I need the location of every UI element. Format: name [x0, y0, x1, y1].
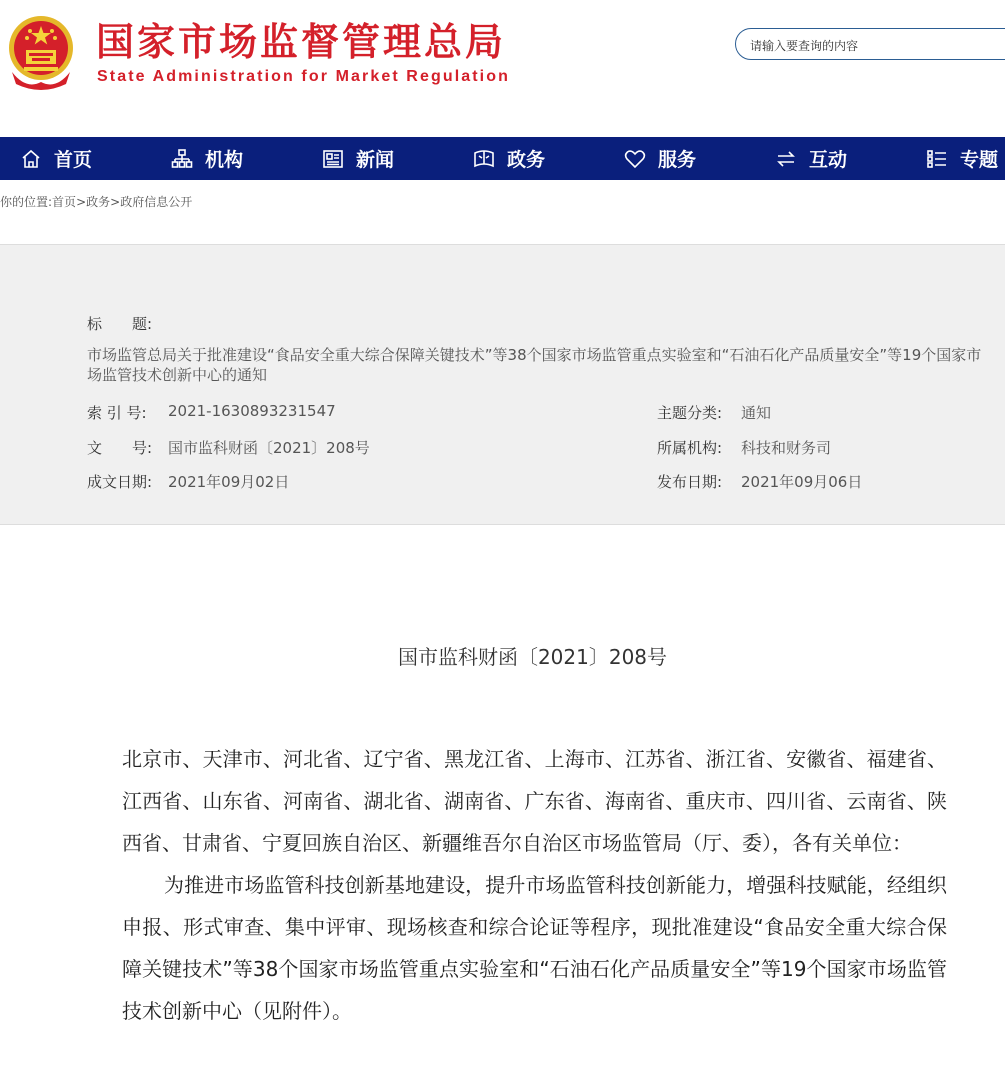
breadcrumb-government[interactable]: 政务 [86, 195, 111, 209]
breadcrumb-info-disclosure[interactable]: 政府信息公开 [120, 195, 193, 209]
breadcrumb-prefix: 你的位置: [0, 195, 53, 209]
nav-item-home[interactable] [0, 137, 151, 180]
news-icon [322, 148, 344, 170]
nav-item-topics[interactable] [906, 137, 1005, 180]
document-number: 国市监科财函〔2021〕208号 [397, 645, 668, 669]
national-emblem-icon[interactable] [6, 12, 76, 92]
main-nav [0, 137, 1005, 180]
document-body [122, 738, 947, 1032]
org-label: 所属机构: [657, 439, 723, 457]
org-chart-icon [171, 148, 193, 170]
breadcrumb-separator: > [76, 195, 87, 209]
nav-label: 机构 [205, 149, 244, 171]
home-icon [20, 148, 42, 170]
heart-icon [624, 148, 646, 170]
search-input[interactable] [748, 35, 1002, 57]
breadcrumb-separator: > [110, 195, 121, 209]
nav-label: 互动 [809, 149, 848, 171]
nav-label: 新闻 [356, 149, 395, 171]
nav-label: 专题 [960, 149, 999, 171]
government-icon [473, 148, 495, 170]
site-logo-cn[interactable]: 国家市场监督管理总局 [96, 20, 507, 64]
topic-value: 通知 [741, 404, 772, 422]
nav-item-news[interactable] [302, 137, 453, 180]
date-label: 成文日期: [87, 473, 153, 491]
nav-item-org[interactable] [151, 137, 302, 180]
exchange-icon [775, 148, 797, 170]
nav-item-interact[interactable] [755, 137, 906, 180]
nav-label: 政务 [507, 149, 546, 171]
docno-value: 国市监科财函〔2021〕208号 [168, 439, 370, 457]
nav-item-government[interactable] [453, 137, 604, 180]
pub-date-label: 发布日期: [657, 473, 723, 491]
body-paragraph: 为推进市场监管科技创新基地建设，提升市场监管科技创新能力，增强科技赋能，经组织申报、形式审查、集中评审、现场核查和综合论证等程序，现批准建设“食品安全重大综合保障关键技术”等38个国家市场监管重点实验室和“石油石化产品质量安全”等19个国家市场监管技术创新中心（见附件）。 [122, 873, 947, 1023]
date-value: 2021年09月02日 [168, 473, 290, 491]
org-value: 科技和财务司 [741, 439, 832, 457]
title-label: 标 题: [87, 315, 153, 333]
index-label: 索 引 号: [87, 404, 147, 422]
site-header [0, 0, 1005, 137]
search-box[interactable] [735, 28, 1005, 60]
index-value: 2021-1630893231547 [168, 402, 336, 420]
document-metadata [0, 245, 1005, 525]
pub-date-value: 2021年09月06日 [741, 473, 863, 491]
nav-label: 首页 [54, 149, 93, 171]
breadcrumb [0, 193, 192, 210]
title-value: 市场监管总局关于批准建设“食品安全重大综合保障关键技术”等38个国家市场监管重点实验室和“石油石化产品质量安全”等19个国家市场监管技术创新中心的通知 [87, 346, 982, 384]
list-icon [926, 148, 948, 170]
addressees: 北京市、天津市、河北省、辽宁省、黑龙江省、上海市、江苏省、浙江省、安徽省、福建省、江西省、山东省、河南省、湖北省、湖南省、广东省、海南省、重庆市、四川省、云南省、陕西省、甘肃省、宁夏回族自治区、新疆维吾尔自治区市场监管局（厅、委），各有关单位： [122, 747, 947, 855]
topic-label: 主题分类: [657, 404, 723, 422]
site-logo-en[interactable]: State Administration for Market Regulation [97, 68, 510, 85]
nav-label: 服务 [658, 149, 697, 171]
breadcrumb-home[interactable]: 首页 [52, 195, 77, 209]
nav-item-service[interactable] [604, 137, 755, 180]
docno-label: 文 号: [87, 439, 153, 457]
